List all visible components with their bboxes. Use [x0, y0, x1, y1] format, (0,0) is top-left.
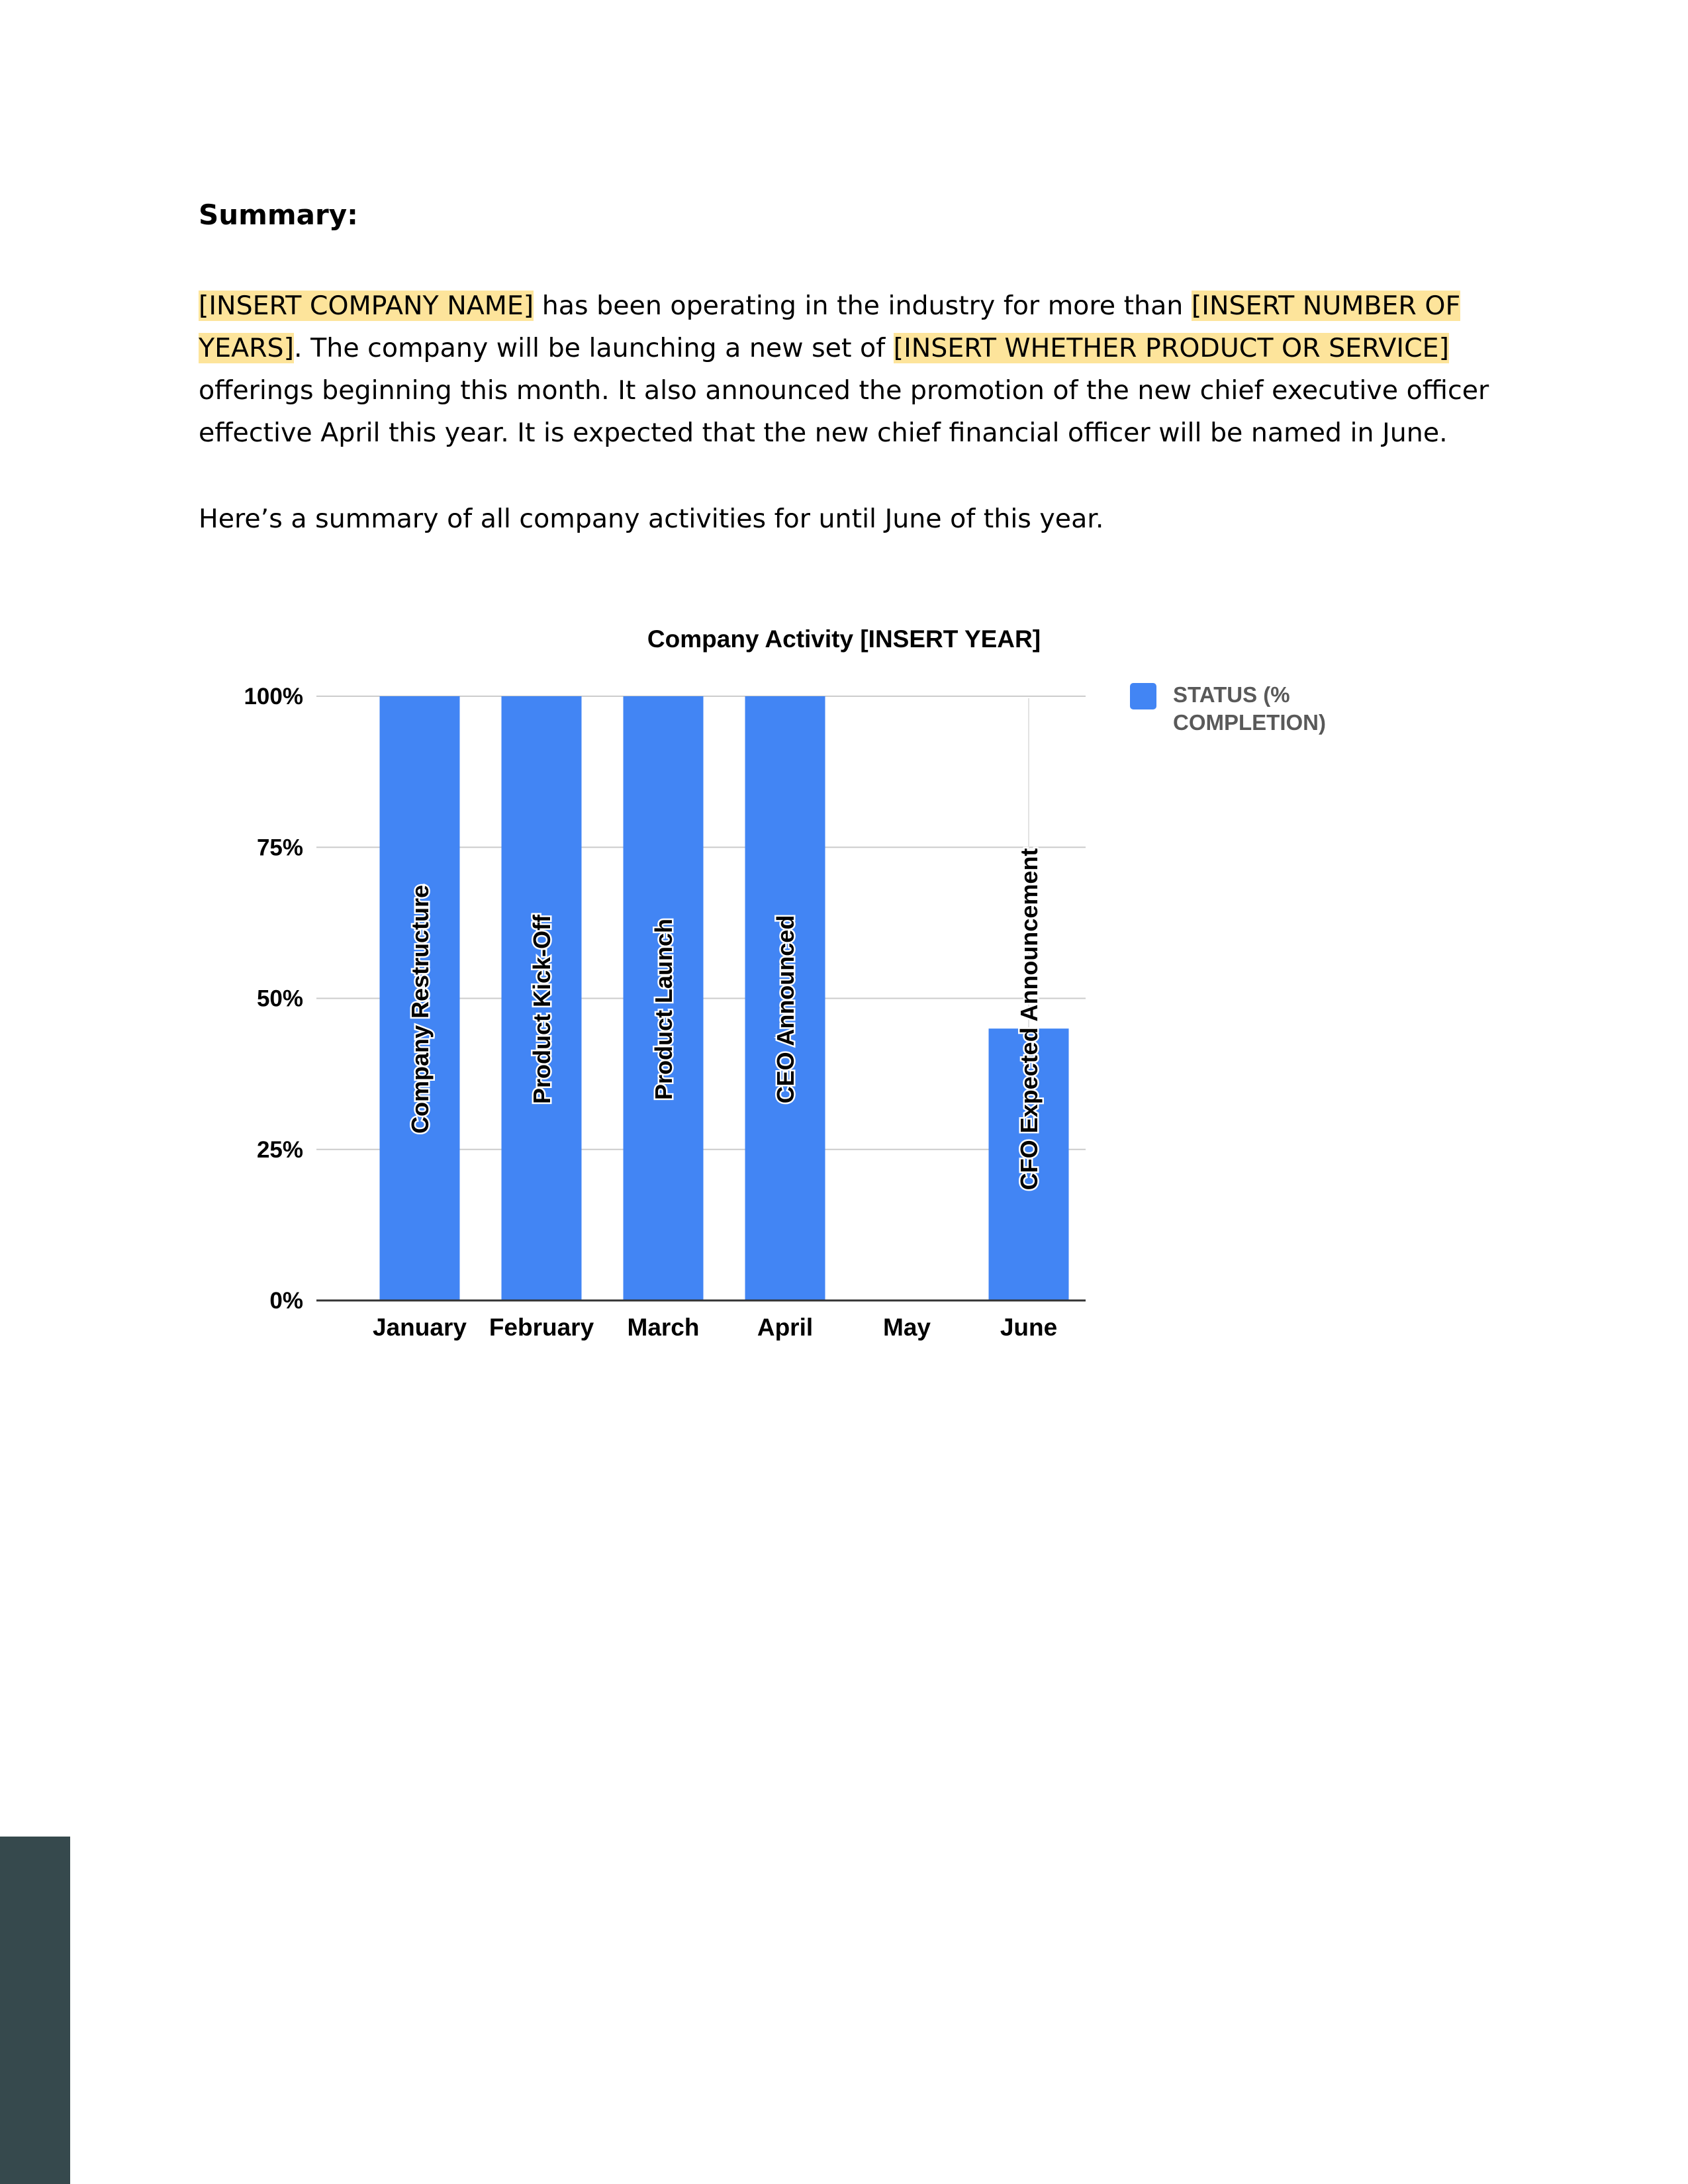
summary-heading: Summary: — [199, 199, 358, 231]
legend-swatch — [1130, 683, 1156, 709]
y-tick-label: 75% — [256, 835, 303, 861]
bar-data-label: Company Restructure — [406, 884, 434, 1134]
x-tick-label: March — [627, 1314, 700, 1341]
chart-title: Company Activity [INSERT YEAR] — [647, 625, 1041, 653]
x-tick-label: February — [489, 1314, 594, 1341]
company-name-placeholder: [INSERT COMPANY NAME] — [199, 291, 534, 321]
bar-data-label: Product Kick-Off — [528, 914, 555, 1105]
y-tick-label: 0% — [269, 1288, 303, 1314]
y-tick-label: 25% — [256, 1136, 303, 1163]
chart-legend — [1130, 682, 1326, 735]
x-tick-label: January — [373, 1314, 467, 1341]
legend-label: STATUS (% COMPLETION) — [1173, 682, 1326, 735]
bar-data-label: Product Launch — [650, 918, 677, 1101]
x-tick-label: April — [757, 1314, 814, 1341]
offering-type-placeholder: [INSERT WHETHER PRODUCT OR SERVICE] — [893, 333, 1450, 363]
years-placeholder: [INSERT NUMBER OF YEARS] — [199, 291, 1461, 363]
decorative-side-bar — [0, 1837, 70, 2184]
paragraph-text: offerings beginning this month. It also announced the promotion of the new chief executive officer effective April this year. It is expected that the new chief financial officer will be named in June. — [199, 375, 1489, 448]
y-tick-label: 50% — [256, 985, 303, 1012]
activity-intro-paragraph: Here’s a summary of all company activities for until June of this year. — [199, 504, 1104, 534]
x-tick-label: May — [883, 1314, 931, 1341]
paragraph-text: has been operating in the industry for more than — [534, 291, 1192, 321]
y-tick-label: 100% — [244, 684, 303, 709]
x-tick-label: June — [1000, 1314, 1058, 1341]
bar-data-label: CFO Expected Announcement — [1015, 848, 1043, 1191]
bar-data-label: CEO Announced — [772, 915, 799, 1104]
paragraph-text: . The company will be launching a new set of — [294, 333, 894, 363]
